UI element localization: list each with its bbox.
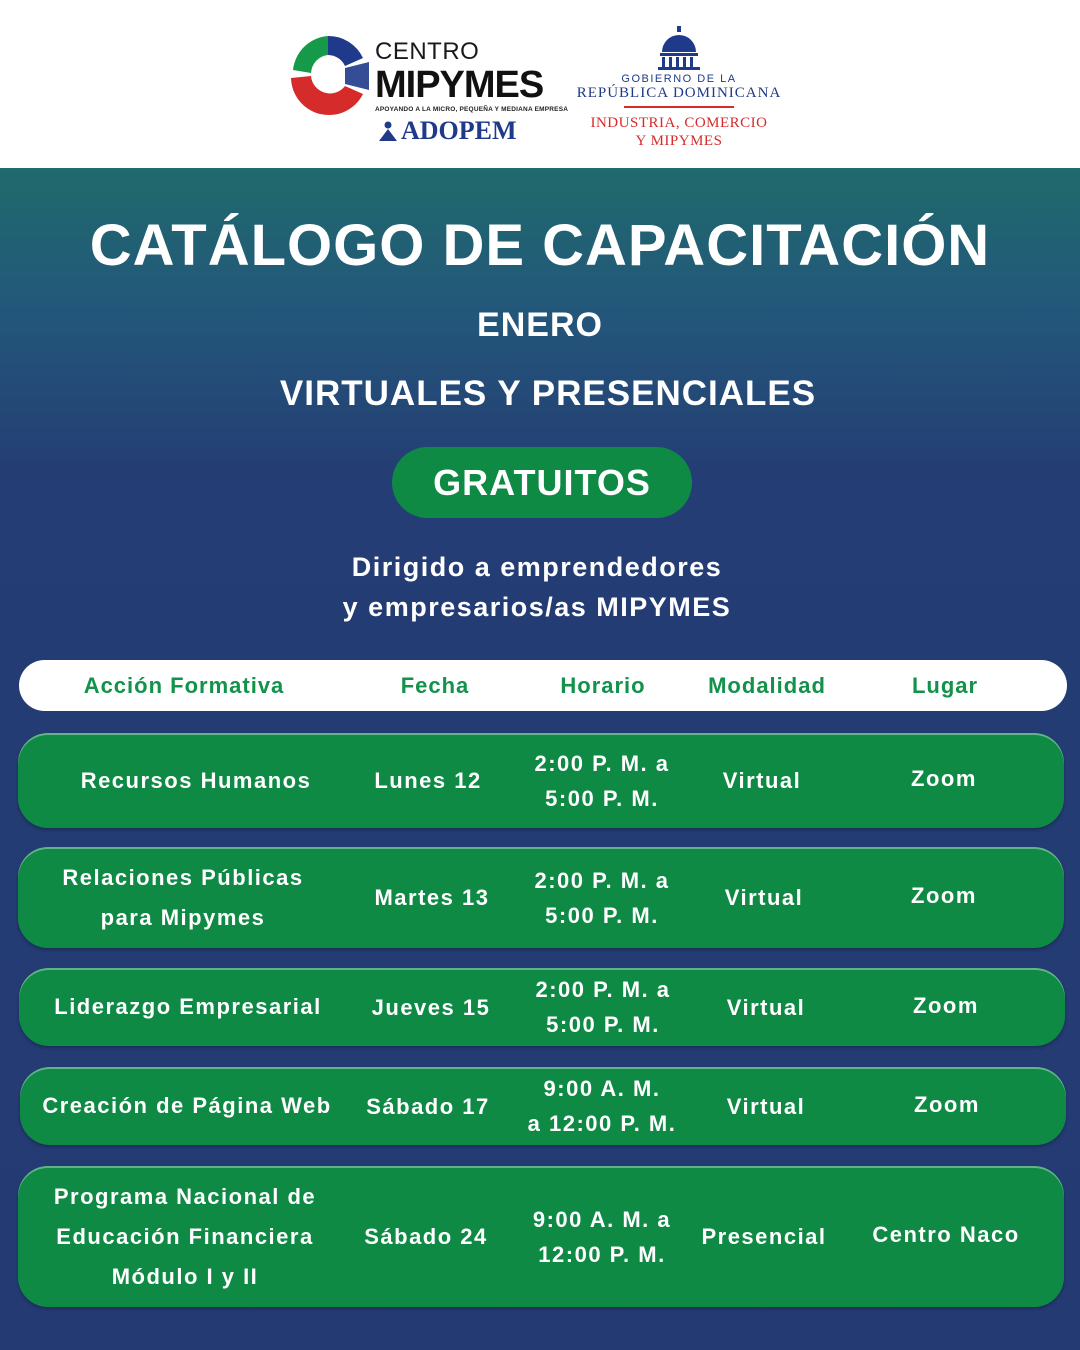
audience-text bbox=[0, 547, 1074, 627]
accion-line: para Mipymes bbox=[100, 904, 266, 930]
horario-line: 12:00 P. M. bbox=[538, 1241, 666, 1267]
header-modalidad: Modalidad bbox=[708, 673, 826, 698]
table-row bbox=[18, 847, 1064, 948]
table-header bbox=[19, 660, 1067, 711]
cell-modalidad: Virtual bbox=[722, 768, 802, 793]
horario-line: a 12:00 P. M. bbox=[527, 1111, 677, 1136]
accion-line: Programa Nacional de bbox=[53, 1183, 317, 1209]
header-horario: Horario bbox=[560, 673, 646, 698]
modes-heading: VIRTUALES Y PRESENCIALES bbox=[279, 374, 817, 413]
cell-fecha: Sábado 24 bbox=[364, 1224, 488, 1249]
logo-centro-text: CENTRO bbox=[375, 38, 480, 65]
horario-line: 9:00 A. M. a bbox=[532, 1206, 672, 1232]
table-row bbox=[18, 733, 1064, 828]
horario-line: 5:00 P. M. bbox=[546, 1012, 660, 1037]
logo-tagline: APOYANDO A LA MICRO, PEQUEÑA Y MEDIANA EMPRESA bbox=[375, 106, 569, 113]
centro-mipymes-emblem-icon bbox=[283, 28, 373, 123]
gratuitos-badge: GRATUITOS bbox=[392, 447, 692, 518]
cell-fecha: Martes 13 bbox=[374, 885, 490, 910]
cell-horario bbox=[521, 968, 685, 1046]
cell-horario bbox=[520, 733, 684, 828]
logo-adopem-text: ADOPEM bbox=[401, 116, 517, 145]
gobierno-line: GOBIERNO DE LA bbox=[621, 73, 737, 85]
cell-fecha: Sábado 17 bbox=[366, 1093, 490, 1119]
cell-accion bbox=[58, 733, 334, 828]
cell-horario bbox=[520, 1166, 684, 1307]
audience-line-2: y empresarios/as MIPYMES bbox=[342, 592, 732, 622]
table-row bbox=[18, 1166, 1064, 1307]
cell-lugar: Zoom bbox=[911, 766, 977, 791]
cell-horario bbox=[520, 1067, 684, 1145]
cell-accion bbox=[40, 1166, 330, 1307]
accion-line: Recursos Humanos bbox=[80, 767, 312, 793]
cell-fecha: Jueves 15 bbox=[371, 994, 491, 1020]
table-row bbox=[19, 968, 1065, 1046]
cell-fecha: Lunes 12 bbox=[374, 768, 482, 793]
cell-modalidad: Virtual bbox=[726, 1093, 806, 1119]
header-fecha: Fecha bbox=[400, 673, 470, 698]
horario-line: 9:00 A. M. bbox=[543, 1076, 661, 1101]
header bbox=[0, 0, 1080, 168]
cell-lugar: Zoom bbox=[911, 883, 977, 908]
logo-divider bbox=[624, 106, 734, 108]
dome-icon bbox=[654, 26, 704, 70]
horario-line: 5:00 P. M. bbox=[545, 902, 659, 928]
accion-line: Relaciones Públicas bbox=[62, 864, 304, 890]
page-title: CATÁLOGO DE CAPACITACIÓN bbox=[89, 213, 991, 278]
horario-line: 2:00 P. M. a bbox=[534, 750, 670, 776]
accion-line: Liderazgo Empresarial bbox=[54, 994, 322, 1019]
cell-lugar: Centro Naco bbox=[872, 1222, 1020, 1247]
adopem-icon bbox=[377, 120, 399, 142]
accion-line: Módulo I y II bbox=[111, 1263, 259, 1289]
accion-line: Educación Financiera bbox=[56, 1223, 314, 1249]
republica-line: REPÚBLICA DOMINICANA bbox=[576, 85, 782, 101]
cell-accion bbox=[48, 847, 318, 948]
audience-line-1: Dirigido a emprendedores bbox=[351, 552, 723, 582]
ministerio-line1: INDUSTRIA, COMERCIO bbox=[590, 115, 768, 131]
cell-modalidad: Virtual bbox=[726, 994, 806, 1020]
accion-line: Creación de Página Web bbox=[42, 1093, 332, 1118]
centro-mipymes-logo bbox=[283, 28, 569, 148]
month-heading: ENERO bbox=[477, 306, 603, 344]
cell-lugar: Zoom bbox=[913, 992, 979, 1018]
cell-modalidad: Virtual bbox=[724, 885, 804, 910]
header-lugar: Lugar bbox=[911, 673, 979, 698]
gobierno-logo bbox=[570, 24, 788, 152]
header-accion: Acción Formativa bbox=[83, 673, 285, 698]
horario-line: 5:00 P. M. bbox=[545, 785, 659, 811]
cell-accion bbox=[43, 968, 333, 1046]
horario-line: 2:00 P. M. a bbox=[534, 867, 670, 893]
horario-line: 2:00 P. M. a bbox=[535, 977, 671, 1002]
cell-modalidad: Presencial bbox=[701, 1224, 827, 1249]
cell-accion bbox=[34, 1067, 340, 1145]
ministerio-line2: Y MIPYMES bbox=[635, 133, 723, 149]
logo-mipymes-text: MIPYMES bbox=[375, 64, 544, 106]
cell-lugar: Zoom bbox=[914, 1091, 980, 1117]
table-row bbox=[20, 1067, 1066, 1145]
cell-horario bbox=[520, 847, 684, 948]
